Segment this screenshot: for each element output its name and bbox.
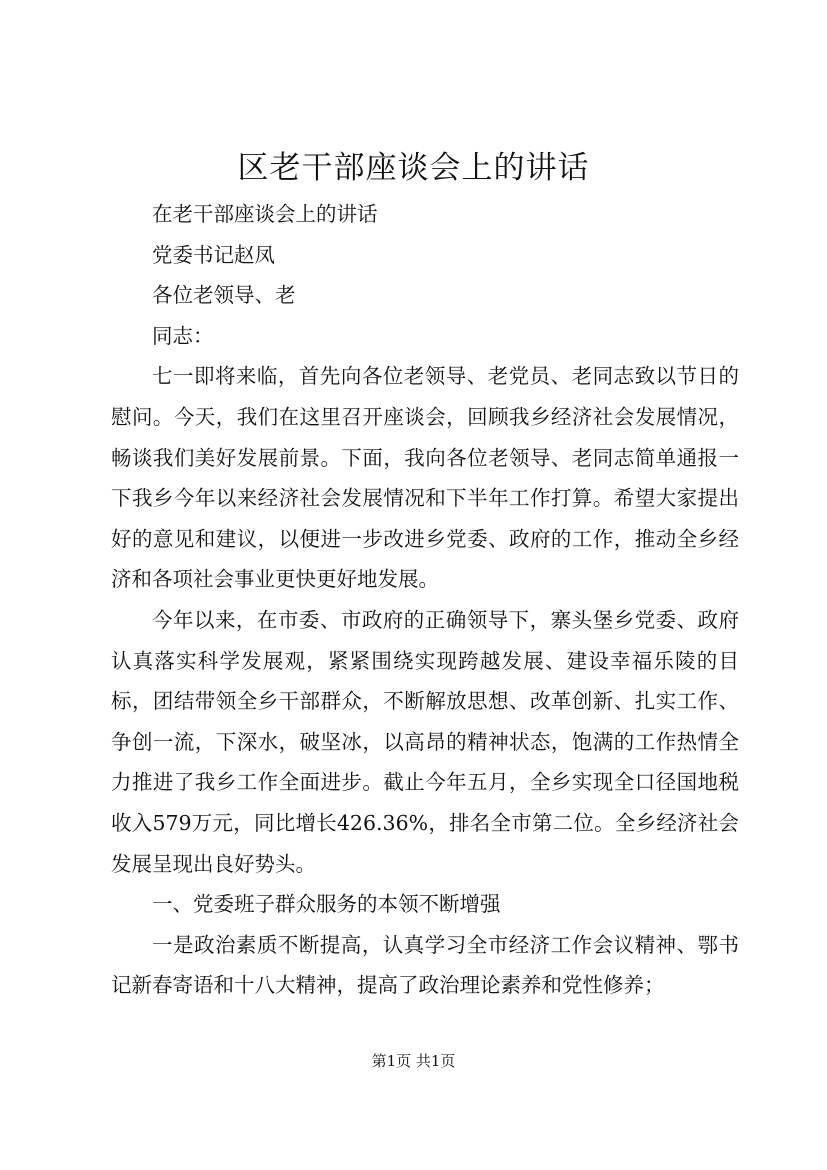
page-footer: 第1页 共1页: [371, 1052, 456, 1070]
document-body: [111, 194, 739, 1006]
paragraph-overview: 今年以来，在市委、市政府的正确领导下，寨头堡乡党委、政府认真落实科学发展观，紧紧围绕实现跨越发展、建设幸福乐陵的目标，团结带领全乡干部群众，不断解放思想、改革创新、扎实工作、争创一流，下深水，破坚冰，以高昂的精神状态，饱满的工作热情全力推进了我乡工作全面进步。截止今年五月，全乡实现全口径国地税收入579万元，同比增长426.36%，排名全市第二位。全乡经济社会发展呈现出良好势头。: [111, 607, 739, 876]
paragraph-intro: 七一即将来临，首先向各位老领导、老党员、老同志致以节日的慰问。今天，我们在这里召开座谈会，回顾我乡经济社会发展情况，畅谈我们美好发展前景。下面，我向各位老领导、老同志简单通报一下我乡今年以来经济社会发展情况和下半年工作打算。希望大家提出好的意见和建议，以便进一步改进乡党委、政府的工作，推动全乡经济和各项社会事业更快更好地发展。: [111, 364, 739, 592]
paragraph-salutation-cont: 同志：: [152, 323, 214, 348]
paragraph-point-one: 一是政治素质不断提高，认真学习全市经济工作会议精神、鄂书记新春寄语和十八大精神，提高了政治理论素养和党性修养；: [111, 932, 739, 998]
document-title: 区老干部座谈会上的讲话: [237, 150, 590, 186]
paragraph-speaker: 党委书记赵凤: [152, 242, 275, 267]
paragraph-subtitle: 在老干部座谈会上的讲话: [152, 202, 378, 226]
paragraph-salutation: 各位老领导、老: [152, 283, 296, 308]
paragraph-section-heading: 一、党委班子群众服务的本领不断增强: [152, 892, 501, 917]
